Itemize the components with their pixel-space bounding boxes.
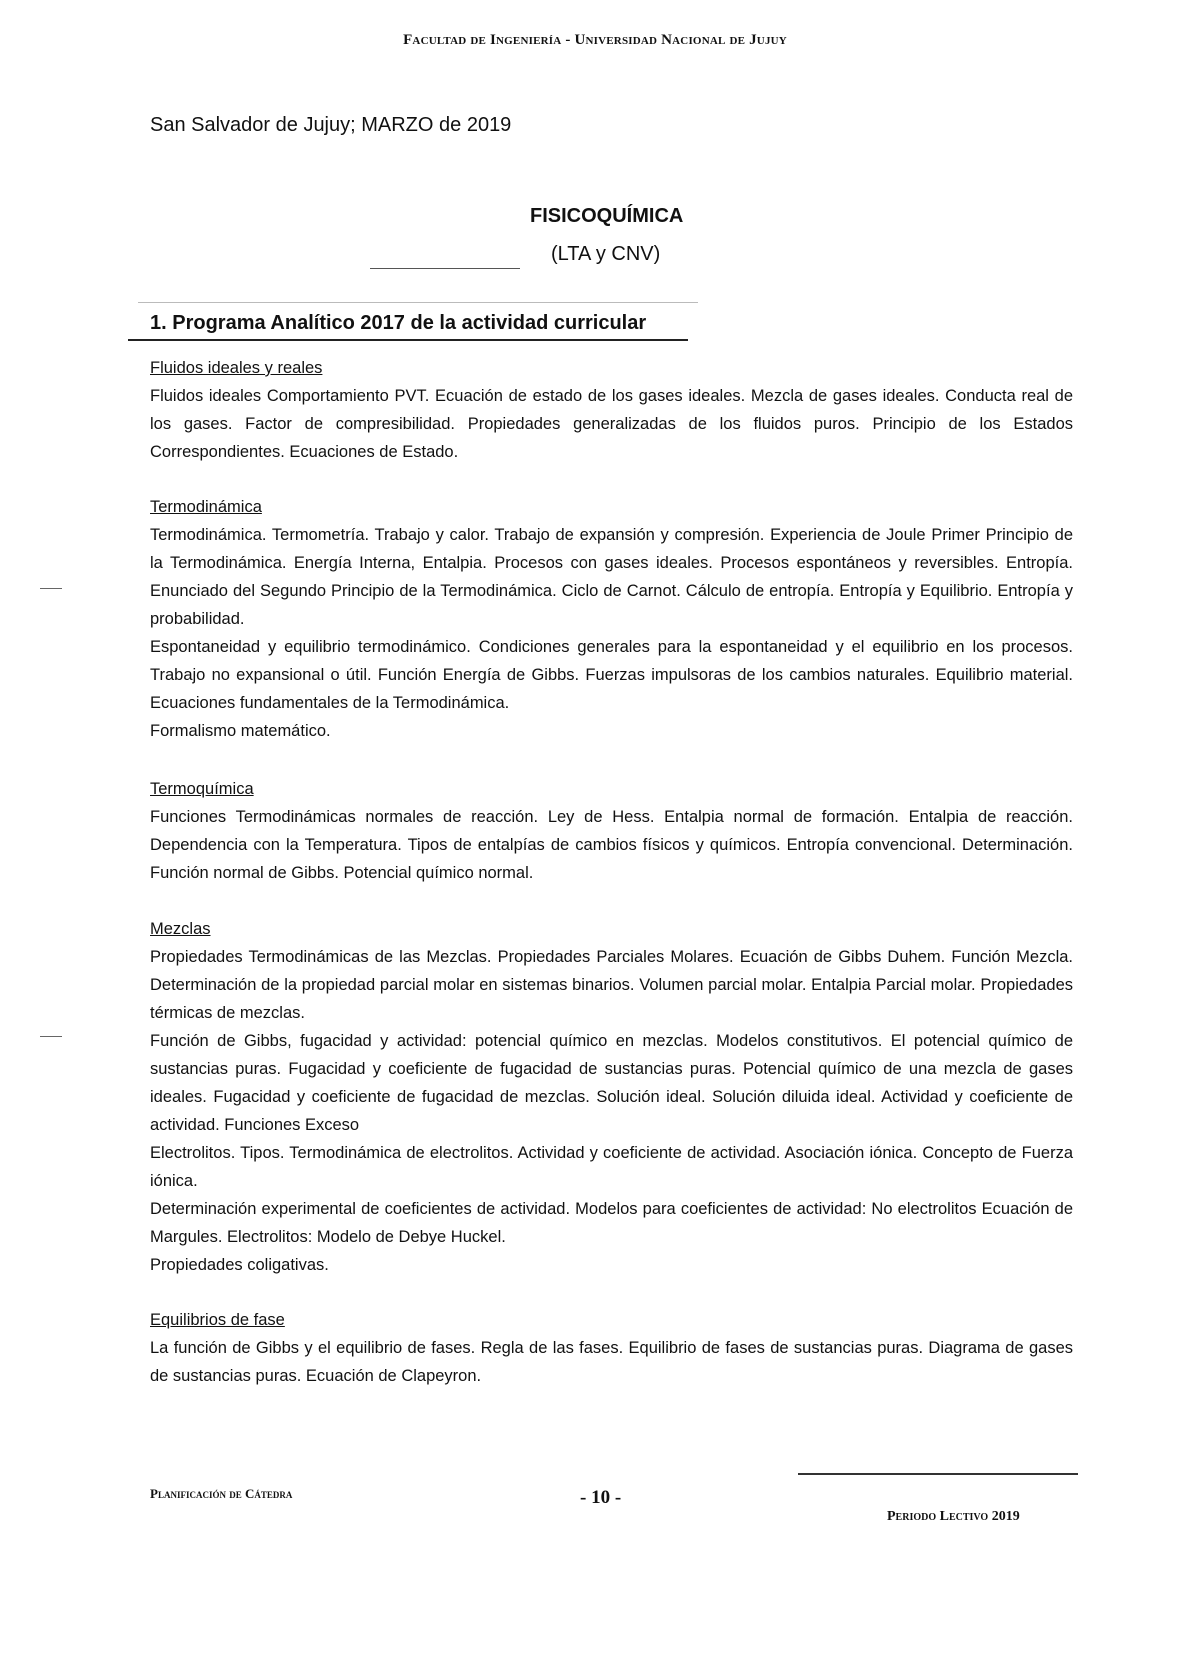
section-subheading: Fluidos ideales y reales [150,359,323,377]
section-paragraph: Determinación experimental de coeficientes de actividad. Modelos para coeficientes de actividad: No electrolitos Ecuación de Margules. Electrolitos: Modelo de Debye Huckel. [150,1200,1073,1246]
section-equilibrios [150,1306,1073,1390]
section-underline [128,339,688,341]
section-paragraph: Espontaneidad y equilibrio termodinámico. Condiciones generales para la espontaneidad y el equilibrio en los procesos. Trabajo no expansional o útil. Función Energía de Gibbs. Fuerzas impulsoras de los cambios naturales. Equilibrio material. Ecuaciones fundamentales de la Termodinámica. [150,638,1073,712]
course-title: FISICOQUÍMICA [530,205,684,227]
section-paragraph: Termodinámica. Termometría. Trabajo y calor. Trabajo de expansión y compresión. Experiencia de Joule Primer Principio de la Termodinámica. Energía Interna, Entalpia. Procesos con gases ideales. Procesos espontáneos y reversibles. Entropía. Enunciado del Segundo Principio de la Termodinámica. Ciclo de Carnot. Cálculo de entropía. Entropía y Equilibrio. Entropía y probabilidad. [150,526,1073,628]
footer-rule [798,1473,1078,1475]
section-subheading: Termodinámica [150,498,262,516]
section-paragraph: Formalismo matemático. [150,722,331,740]
section-fluidos [150,354,1073,466]
section-paragraph: Propiedades Termodinámicas de las Mezclas. Propiedades Parciales Molares. Ecuación de Gibbs Duhem. Función Mezcla. Determinación de la propiedad parcial molar en sistemas binarios. Volumen parcial molar. Entalpia Parcial molar. Propiedades térmicas de mezclas. [150,948,1073,1022]
scan-artifact [138,302,698,303]
section-subheading: Termoquímica [150,780,254,798]
section-paragraph: La función de Gibbs y el equilibrio de fases. Regla de las fases. Equilibrio de fases de sustancias puras. Diagrama de gases de sustancias puras. Ecuación de Clapeyron. [150,1339,1073,1385]
section-paragraph: Fluidos ideales Comportamiento PVT. Ecuación de estado de los gases ideales. Mezcla de gases ideales. Conducta real de los gases. Factor de compresibilidad. Propiedades generalizadas de los fluidos puros. Principio de los Estados Correspondientes. Ecuaciones de Estado. [150,387,1073,461]
section-termoquimica [150,775,1073,887]
scan-artifact [370,268,520,269]
section-paragraph: Propiedades coligativas. [150,1256,329,1274]
section-paragraph: Función de Gibbs, fugacidad y actividad: potencial químico en mezclas. Modelos constitutivos. El potencial químico de sustancias puras. Fugacidad y coeficiente de fugacidad de sustancias puras. Potencial químico de una mezcla de gases ideales. Fugacidad y coeficiente de fugacidad de mezclas. Solución ideal. Solución diluida ideal. Actividad y coeficiente de actividad. Funciones Exceso [150,1032,1073,1134]
city-date: San Salvador de Jujuy; MARZO de 2019 [150,114,512,136]
header-institution: Facultad de Ingeniería - Universidad Nacional de Jujuy [403,32,787,48]
section-mezclas [150,915,1073,1279]
section-heading: 1. Programa Analítico 2017 de la actividad curricular [150,312,647,334]
footer-left: Planificación de Cátedra [150,1486,293,1501]
section-subheading: Equilibrios de fase [150,1311,285,1329]
scan-margin-mark [40,1036,62,1037]
section-subheading: Mezclas [150,920,211,938]
scan-margin-mark [40,588,62,589]
section-paragraph: Electrolitos. Tipos. Termodinámica de electrolitos. Actividad y coeficiente de actividad. Asociación iónica. Concepto de Fuerza iónica. [150,1144,1073,1190]
section-paragraph: Funciones Termodinámicas normales de reacción. Ley de Hess. Entalpia normal de formación. Entalpia de reacción. Dependencia con la Temperatura. Tipos de entalpías de cambios físicos y químicos. Entropía convencional. Determinación. Función normal de Gibbs. Potencial químico normal. [150,808,1073,882]
course-subtitle: (LTA y CNV) [551,243,661,265]
section-termodinamica [150,493,1073,745]
footer-right: Periodo Lectivo 2019 [887,1509,1020,1524]
page-number: - 10 - [580,1487,622,1508]
